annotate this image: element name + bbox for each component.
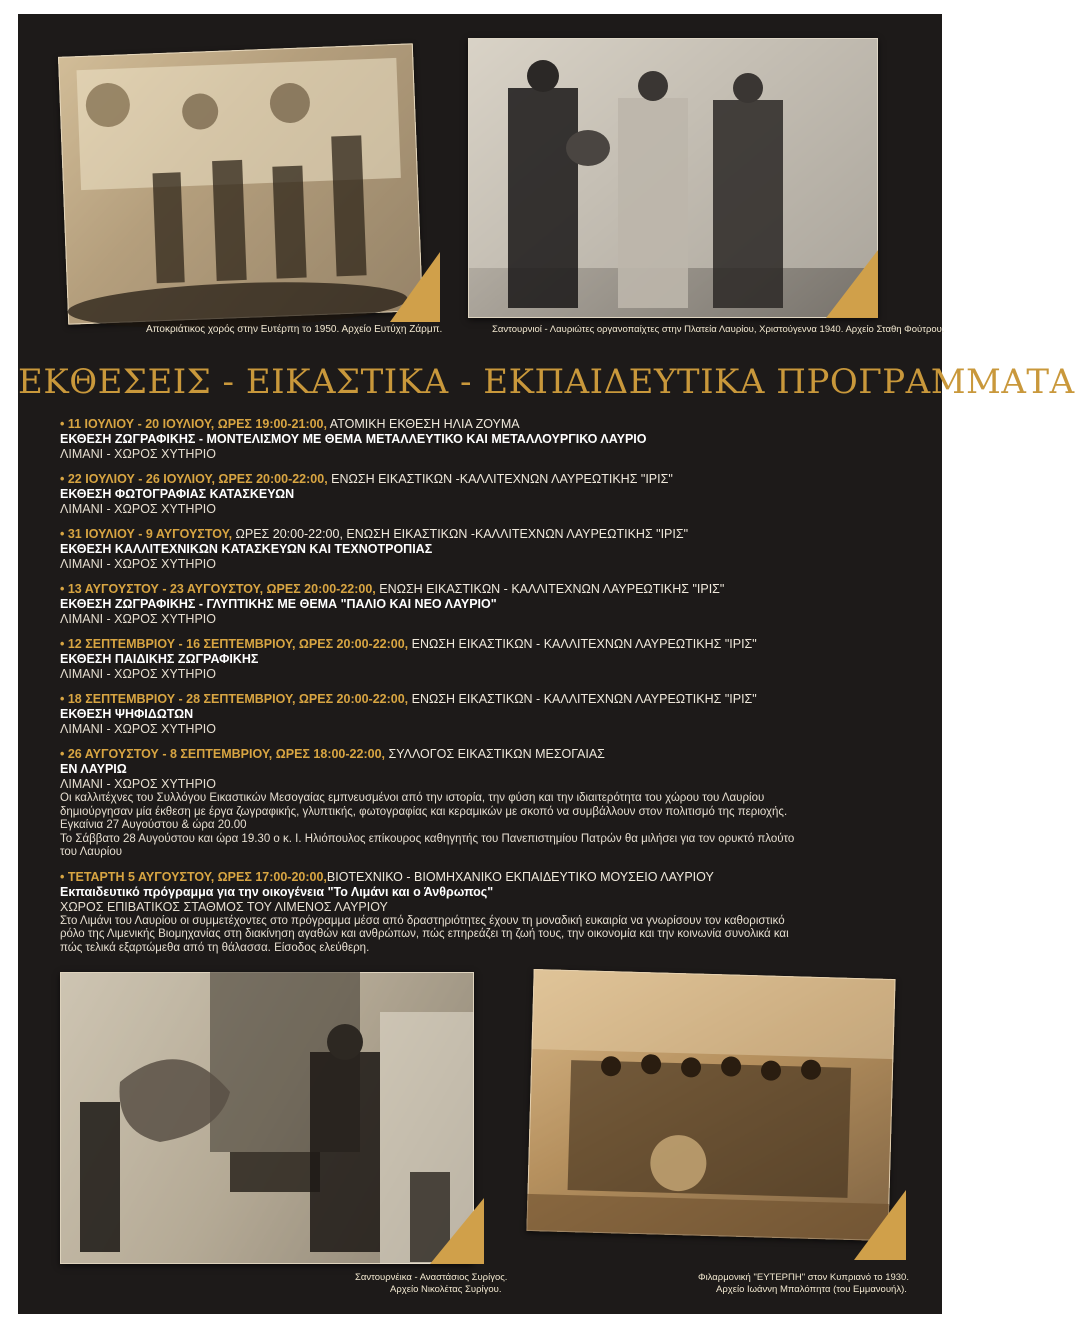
event-date: • 22 ΙΟΥΛΙΟΥ - 26 ΙΟΥΛΙΟΥ, ΩΡΕΣ 20:00-22:00,	[60, 472, 328, 486]
gold-corner-triangle	[826, 250, 878, 318]
event-heading: ΕΚΘΕΣΗ ΖΩΓΡΑΦΙΚΗΣ - ΓΛΥΠΤΙΚΗΣ ΜΕ ΘΕΜΑ "ΠΑΛΙΟ ΚΑΙ ΝΕΟ ΛΑΥΡΙΟ"	[60, 597, 497, 611]
event-location: ΛΙΜΑΝΙ - ΧΩΡΟΣ ΧΥΤΗΡΙΟ	[60, 777, 216, 791]
event-organizer: ΕΝΩΣΗ ΕΙΚΑΣΤΙΚΩΝ - ΚΑΛΛΙΤΕΧΝΩΝ ΛΑΥΡΕΩΤΙΚΗΣ "ΙΡΙΣ"	[375, 582, 725, 596]
event-date-line	[60, 417, 910, 432]
event-heading: ΕΚΘΕΣΗ ΖΩΓΡΑΦΙΚΗΣ - ΜΟΝΤΕΛΙΣΜΟΥ ΜΕ ΘΕΜΑ ΜΕΤΑΛΛΕΥΤΙΚΟ ΚΑΙ ΜΕΤΑΛΛΟΥΡΓΙΚΟ ΛΑΥΡΙΟ	[60, 432, 647, 446]
event-date-line	[60, 747, 910, 762]
event-item	[60, 417, 910, 462]
event-date-line	[60, 472, 910, 487]
event-description-line: Στο Λιμάνι του Λαυρίου οι συμμετέχοντες στο πρόγραμμα μέσα από δραστηριότητες έχουν τη μοναδική ευκαιρία να γνωρίσουν τον καθοριστικό	[60, 914, 785, 927]
event-date-line	[60, 637, 910, 652]
event-heading: ΕΝ ΛΑΥΡΙΩ	[60, 762, 127, 776]
photo-gramophone	[60, 972, 474, 1264]
photo-carnival-dance	[58, 43, 423, 324]
page-title: ΕΚΘΕΣΕΙΣ - ΕΙΚΑΣΤΙΚΑ - ΕΚΠΑΙΔΕΥΤΙΚΑ ΠΡΟΓΡΑΜΜΑΤΑ	[18, 362, 1075, 402]
event-item	[60, 472, 910, 517]
photo-caption: Αρχείο Νικολέτας Συρίγου.	[390, 1284, 502, 1295]
event-description-line: Οι καλλιτέχνες του Συλλόγου Εικαστικών Μεσογαίας εμπνευσμένοι από την ιστορία, την φύση και την ιδιαιτερότητα του χώρου του Λαυρίου	[60, 792, 765, 804]
photo-santourni-musicians	[468, 38, 878, 318]
gold-corner-triangle	[430, 1198, 484, 1264]
event-item	[60, 527, 910, 572]
event-location: ΛΙΜΑΝΙ - ΧΩΡΟΣ ΧΥΤΗΡΙΟ	[60, 502, 216, 516]
photo-carnival-dance-image	[58, 43, 423, 324]
event-description	[60, 915, 910, 956]
photo-caption: Σαντουρνέικα - Αναστάσιος Συρίγος.	[355, 1272, 508, 1283]
event-heading: ΕΚΘΕΣΗ ΚΑΛΛΙΤΕΧΝΙΚΩΝ ΚΑΤΑΣΚΕΥΩΝ ΚΑΙ ΤΕΧΝΟΤΡΟΠΙΑΣ	[60, 542, 433, 556]
event-description-line: πώς τελικά εξαρτώμεθα από τη θάλασσα. Είσοδος ελεύθερη.	[60, 941, 370, 954]
event-item	[60, 870, 910, 956]
event-date: • 11 ΙΟΥΛΙΟΥ - 20 ΙΟΥΛΙΟΥ, ΩΡΕΣ 19:00-21:00,	[60, 417, 327, 431]
event-description-line: Εγκαίνια 27 Αυγούστου & ώρα 20.00	[60, 819, 247, 831]
event-organizer: ΑΤΟΜΙΚΗ ΕΚΘΕΣΗ ΗΛΙΑ ΖΟΥΜΑ	[327, 417, 520, 431]
events-list	[60, 417, 910, 965]
event-description-line: του Λαυρίου	[60, 846, 123, 858]
event-heading: Εκπαιδευτικό πρόγραμμα για την οικογένεια "Το Λιμάνι και ο Άνθρωπος"	[60, 884, 494, 899]
photo-santourni-musicians-image	[468, 38, 878, 318]
event-location: ΛΙΜΑΝΙ - ΧΩΡΟΣ ΧΥΤΗΡΙΟ	[60, 667, 216, 681]
event-description-line: δημιούργησαν μία έκθεση με έργα ζωγραφικής, γλυπτικής, φωτογραφίας και κεραμικών με σκοπό να συμβάλλουν στον πολιτισμό της περιοχής.	[60, 805, 788, 818]
photo-caption: Σαντουρνιοί - Λαυριώτες οργανοπαίχτες στην Πλατεία Λαυρίου, Χριστούγεννα 1940. Αρχείο Σταθη Φούτρου.	[492, 324, 945, 335]
photo-caption: Αρχείο Ιωάννη Μπαλόπητα (του Εμμανουήλ).	[716, 1284, 907, 1295]
event-organizer: ΕΝΩΣΗ ΕΙΚΑΣΤΙΚΩΝ - ΚΑΛΛΙΤΕΧΝΩΝ ΛΑΥΡΕΩΤΙΚΗΣ "ΙΡΙΣ"	[408, 637, 757, 651]
photo-philharmonic-band-image	[526, 969, 895, 1241]
event-item	[60, 582, 910, 627]
event-item	[60, 747, 910, 860]
event-date-line	[60, 582, 910, 597]
event-date: • 31 ΙΟΥΛΙΟΥ - 9 ΑΥΓΟΥΣΤΟΥ,	[60, 527, 233, 541]
gold-corner-triangle	[854, 1190, 906, 1260]
event-item	[60, 637, 910, 682]
photo-philharmonic-band	[526, 969, 895, 1241]
event-date: • ΤΕΤΑΡΤΗ 5 ΑΥΓΟΥΣΤΟΥ, ΩΡΕΣ 17:00-20:00,	[60, 869, 327, 884]
event-location: ΧΩΡΟΣ ΕΠΙΒΑΤΙΚΟΣ ΣΤΑΘΜΟΣ ΤΟΥ ΛΙΜΕΝΟΣ ΛΑΥΡΙΟΥ	[60, 899, 388, 914]
event-organizer: ΕΝΩΣΗ ΕΙΚΑΣΤΙΚΩΝ -ΚΑΛΛΙΤΕΧΝΩΝ ΛΑΥΡΕΩΤΙΚΗΣ "ΙΡΙΣ"	[327, 472, 673, 486]
event-location: ΛΙΜΑΝΙ - ΧΩΡΟΣ ΧΥΤΗΡΙΟ	[60, 612, 216, 626]
event-organizer: ΒΙΟΤΕΧΝΙΚΟ - ΒΙΟΜΗΧΑΝΙΚΟ ΕΚΠΑΙΔΕΥΤΙΚΟ ΜΟΥΣΕΙΟ ΛΑΥΡΙΟΥ	[326, 869, 714, 884]
event-description	[60, 792, 910, 860]
event-description-line: ρόλο της Λιμενικής Βιομηχανίας στη διακίνηση αγαθών και ανθρώπων, πώς επηρεάζει τη ζωή τους, την οικονομία και την κοινωνία συνολικά και	[60, 928, 789, 940]
event-heading: ΕΚΘΕΣΗ ΦΩΤΟΓΡΑΦΙΑΣ ΚΑΤΑΣΚΕΥΩΝ	[60, 487, 295, 501]
event-date: • 18 ΣΕΠΤΕΜΒΡΙΟΥ - 28 ΣΕΠΤΕΜΒΡΙΟΥ, ΩΡΕΣ 20:00-22:00,	[60, 692, 409, 706]
event-item	[60, 692, 910, 737]
photo-gramophone-image	[60, 972, 474, 1264]
event-date: • 12 ΣΕΠΤΕΜΒΡΙΟΥ - 16 ΣΕΠΤΕΜΒΡΙΟΥ, ΩΡΕΣ 20:00-22:00,	[60, 637, 409, 651]
event-description-line: Το Σάββατο 28 Αυγούστου και ώρα 19.30 ο κ. Ι. Ηλιόπουλος επίκουρος καθηγητής του Πανεπιστημίου Πατρών θα μιλήσει για τον ορυκτό πλούτο	[60, 832, 795, 845]
event-date-line	[60, 870, 910, 885]
event-location: ΛΙΜΑΝΙ - ΧΩΡΟΣ ΧΥΤΗΡΙΟ	[60, 722, 216, 736]
event-organizer: ΣΥΛΛΟΓΟΣ ΕΙΚΑΣΤΙΚΩΝ ΜΕΣΟΓΑΙΑΣ	[385, 747, 605, 761]
event-date: • 13 ΑΥΓΟΥΣΤΟΥ - 23 ΑΥΓΟΥΣΤΟΥ, ΩΡΕΣ 20:00-22:00,	[60, 582, 376, 596]
event-date-line	[60, 527, 910, 542]
event-location: ΛΙΜΑΝΙ - ΧΩΡΟΣ ΧΥΤΗΡΙΟ	[60, 447, 216, 461]
event-organizer: ΩΡΕΣ 20:00-22:00, ΕΝΩΣΗ ΕΙΚΑΣΤΙΚΩΝ -ΚΑΛΛΙΤΕΧΝΩΝ ΛΑΥΡΕΩΤΙΚΗΣ "ΙΡΙΣ"	[232, 527, 689, 541]
event-heading: ΕΚΘΕΣΗ ΨΗΦΙΔΩΤΩΝ	[60, 707, 194, 721]
poster-sheet	[18, 14, 1075, 1314]
event-date: • 26 ΑΥΓΟΥΣΤΟΥ - 8 ΣΕΠΤΕΜΒΡΙΟΥ, ΩΡΕΣ 18:00-22:00,	[60, 747, 385, 761]
photo-caption: Φιλαρμονική "ΕΥΤΕΡΠΗ" στον Κυπριανό το 1930.	[698, 1272, 909, 1283]
event-location: ΛΙΜΑΝΙ - ΧΩΡΟΣ ΧΥΤΗΡΙΟ	[60, 557, 216, 571]
event-heading: ΕΚΘΕΣΗ ΠΑΙΔΙΚΗΣ ΖΩΓΡΑΦΙΚΗΣ	[60, 652, 259, 666]
photo-caption: Αποκριάτικος χορός στην Ευτέρπη το 1950. Αρχείο Ευτύχη Ζάρμπ.	[146, 324, 443, 335]
gold-corner-triangle	[390, 252, 440, 322]
event-date-line	[60, 692, 910, 707]
event-organizer: ΕΝΩΣΗ ΕΙΚΑΣΤΙΚΩΝ - ΚΑΛΛΙΤΕΧΝΩΝ ΛΑΥΡΕΩΤΙΚΗΣ "ΙΡΙΣ"	[408, 692, 757, 706]
